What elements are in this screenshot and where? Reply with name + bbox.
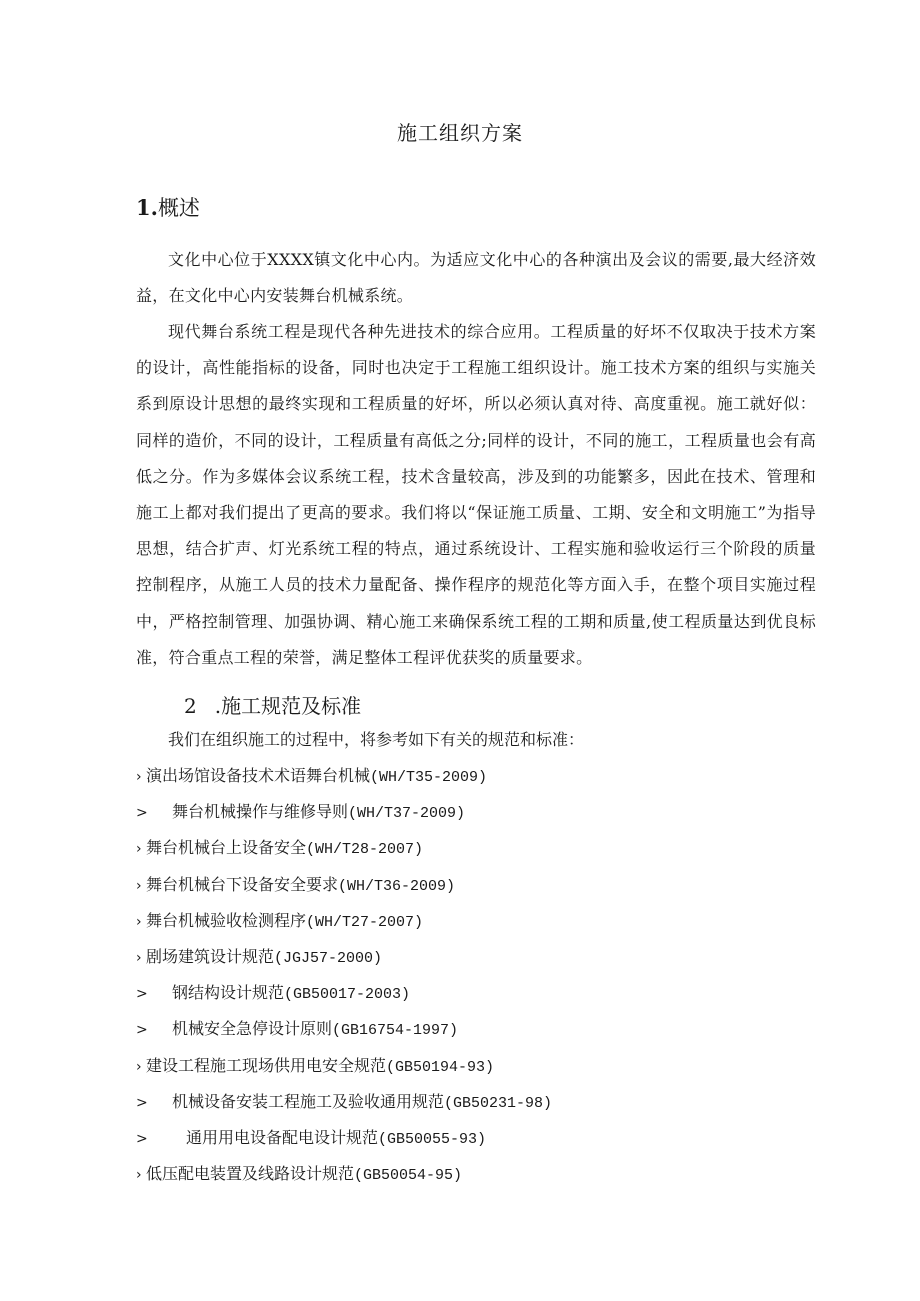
standard-item: [136, 939, 836, 975]
standard-name: 机械安全急停设计原则: [172, 1019, 333, 1039]
standard-code: (WH/T36-2009): [338, 877, 456, 895]
standard-name: 通用用电设备配电设计规范: [186, 1127, 379, 1147]
bullet-marker: ›: [136, 841, 142, 858]
standard-code: (WH/T35-2009): [370, 769, 488, 786]
standard-code: (JGJ57-2000): [274, 949, 383, 967]
standard-code: (GB50194-93): [386, 1058, 495, 1076]
standard-code: (WH/T27-2007): [306, 913, 424, 931]
bullet-marker: >: [136, 1022, 148, 1039]
bullet-marker: >: [136, 1094, 148, 1111]
section-2-heading: [184, 690, 361, 719]
standard-item: [136, 975, 836, 1011]
standard-item: [136, 1011, 836, 1047]
standard-name: 演出场馆设备技术术语舞台机械: [146, 766, 371, 785]
standard-name: 舞台机械台下设备安全要求: [146, 874, 339, 894]
standard-name: 舞台机械验收检测程序: [146, 910, 307, 930]
standard-name: 剧场建筑设计规范: [146, 946, 275, 966]
standard-name: 钢结构设计规范: [172, 983, 285, 1003]
bullet-marker: ›: [136, 1058, 142, 1075]
standard-item: [136, 1048, 836, 1084]
section-1-paragraph-1: 文化中心位于XXXX镇文化中心内。为适应文化中心的各种演出及会议的需要,最大经济效益，在文化中心内安装舞台机械系统。: [136, 250, 816, 306]
standard-code: (GB16754-1997): [332, 1022, 459, 1040]
standard-name: 建设工程施工现场供用电安全规范: [146, 1055, 387, 1075]
section-1-title: 概述: [157, 196, 200, 220]
section-1-number: 1.: [136, 195, 158, 220]
bullet-marker: >: [136, 805, 148, 822]
standard-item: [136, 794, 836, 830]
standards-list: [136, 758, 836, 1192]
bullet-marker: ›: [136, 949, 142, 966]
standard-name: 舞台机械操作与维修导则: [172, 802, 349, 822]
standard-code: (WH/T28-2007): [306, 841, 424, 859]
standard-item: [136, 758, 836, 794]
standard-code: (GB50231-98): [444, 1094, 553, 1112]
section-1-paragraph-2: 现代舞台系统工程是现代各种先进技术的综合应用。工程质量的好坏不仅取决于技术方案的设计，高性能指标的设备，同时也决定于工程施工组织设计。施工技术方案的组织与实施关系到原设计思想的最终实现和工程质量的好坏，所以必须认真对待、高度重视。施工就好似：同样的造价，不同的设计，工程质量有高低之分;同样的设计，不同的施工，工程质量也会有高低之分。作为多媒体会议系统工程，技术含量较高，涉及到的功能繁多，因此在技术、管理和施工上都对我们提出了更高的要求。我们将以“保证施工质量、工期、安全和文明施工”为指导思想，结合扩声、灯光系统工程的特点，通过系统设计、工程实施和验收运行三个阶段的质量控制程序，从施工人员的技术力量配备、操作程序的规范化等方面入手，在整个项目实施过程中，严格控制管理、加强协调、精心施工来确保系统工程的工期和质量,使工程质量达到优良标准，符合重点工程的荣誉，满足整体工程评优获奖的质量要求。: [136, 322, 816, 667]
bullet-marker: ›: [136, 913, 142, 930]
bullet-marker: ›: [136, 877, 142, 894]
section-2-intro: 我们在组织施工的过程中，将参考如下有关的规范和标准：: [168, 730, 585, 749]
standard-item: [136, 867, 836, 903]
bullet-marker: ›: [136, 1167, 142, 1184]
standard-name: 舞台机械台上设备安全: [146, 838, 307, 858]
section-2-number: 2: [184, 694, 197, 718]
standard-item: [136, 830, 836, 866]
bullet-marker: ›: [136, 769, 142, 785]
standard-code: (GB50055-93): [378, 1130, 487, 1148]
bullet-marker: >: [136, 986, 148, 1003]
standard-code: (WH/T37-2009): [348, 805, 466, 823]
document-title: 施工组织方案: [397, 121, 523, 145]
standard-name: 机械设备安装工程施工及验收通用规范: [172, 1091, 445, 1111]
standard-item: [136, 1084, 836, 1120]
standard-code: (GB50017-2003): [284, 986, 411, 1004]
standard-item: [136, 1156, 836, 1192]
bullet-marker: >: [136, 1130, 148, 1147]
section-1-heading: [136, 192, 200, 222]
standard-item: [136, 903, 836, 939]
standard-code: (GB50054-95): [354, 1167, 463, 1185]
standard-name: 低压配电装置及线路设计规范: [146, 1164, 355, 1184]
section-2-title: .施工规范及标准: [214, 694, 362, 718]
standard-item: [136, 1120, 836, 1156]
